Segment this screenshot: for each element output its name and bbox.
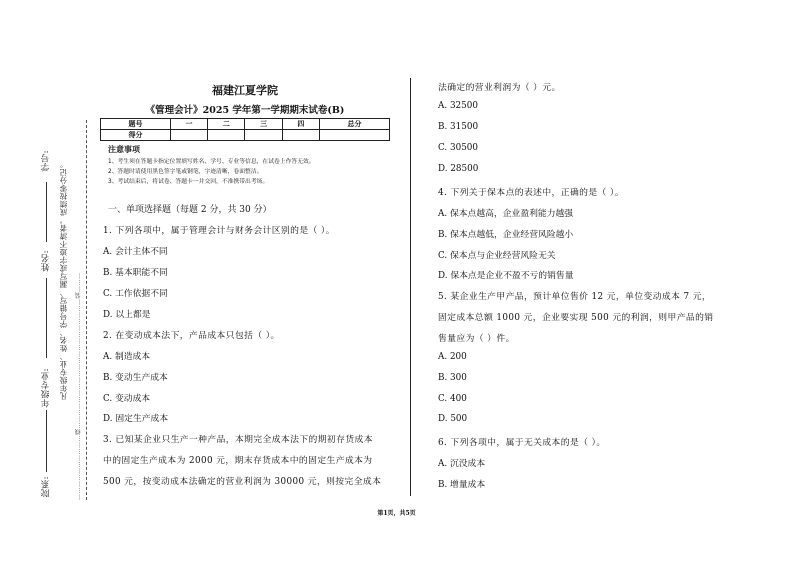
- option: D. 保本点是企业不盈不亏的销售量: [438, 271, 574, 281]
- score-table-header-row: [101, 119, 390, 130]
- question-2: 2. 在变动成本法下，产品成本只包括（ ）。: [103, 331, 280, 341]
- question-5-line: 固定成本总额 1000 元，企业要实现 500 元的利润，则甲产品的销: [438, 313, 714, 323]
- score-cell: [170, 130, 207, 141]
- option: D. 以上都是: [103, 310, 151, 320]
- score-cell: [245, 130, 282, 141]
- option: A. 会计主体不同: [103, 247, 168, 257]
- question-4: 4. 下列关于保本点的表述中，正确的是（ ）。: [438, 188, 624, 198]
- score-header-cell: 总分: [320, 119, 390, 130]
- score-cell: [320, 130, 390, 141]
- school-name: 福建江夏学院: [212, 84, 278, 97]
- option: D. 28500: [438, 164, 479, 174]
- option: C. 变动成本: [103, 394, 151, 404]
- grade-major-line: [46, 410, 47, 472]
- name-label: 姓名:: [41, 250, 51, 272]
- option: A. 200: [438, 352, 467, 362]
- score-header-cell: 三: [245, 119, 282, 130]
- option: C. 保本点与企业经营风险无关: [438, 251, 556, 261]
- notice-item: 3、考试结束后，将试卷、答题卡一并交回，不准携带出考场。: [108, 179, 269, 185]
- option: A. 保本点越高，企业盈利能力越强: [438, 209, 574, 219]
- binding-dashes: …………………………线……………………………………………………装………: [75, 272, 82, 500]
- score-cell: [208, 130, 245, 141]
- page-number: 第1页，共5页: [377, 510, 416, 517]
- option: B. 300: [438, 373, 467, 383]
- question-3-line: 法确定的营业利润为（ ）元。: [438, 83, 561, 93]
- score-header-cell: 题号: [101, 119, 171, 130]
- score-cell: [282, 130, 319, 141]
- option: B. 基本职能不同: [103, 268, 168, 278]
- question-6: 6. 下列各项中，属于无关成本的是（ ）。: [438, 438, 606, 448]
- section-title: 一、单项选择题（每题 2 分，共 30 分）: [108, 205, 272, 215]
- question-3-line: 中的固定生产成本为 2000 元，期末存货成本中的固定生产成本为: [103, 456, 373, 466]
- binding-cut-line: [86, 120, 87, 500]
- score-header-cell: 二: [208, 119, 245, 130]
- exam-title: 《管理会计》2025 学年第一学期期末试卷(B): [145, 105, 345, 116]
- question-3-line: 3. 已知某企业只生产一种产品，本期完全成本法下的期初存货成本: [103, 435, 373, 445]
- college-label: 院系:: [41, 476, 51, 498]
- notice-title: 注意事项: [108, 145, 140, 154]
- option: A. 32500: [438, 101, 478, 111]
- notice-item: 1、考生须在答题卡指定位置填写姓名、学号、专业等信息，在试卷上作答无效。: [108, 159, 315, 165]
- option: B. 31500: [438, 122, 479, 132]
- option: B. 变动生产成本: [103, 373, 168, 383]
- score-row-label: 得分: [101, 130, 171, 141]
- question-1: 1. 下列各项中，属于管理会计与财务会计区别的是（ ）。: [103, 226, 335, 236]
- option: C. 400: [438, 394, 467, 404]
- score-table: [100, 118, 390, 141]
- question-3-line: 500 元，按变动成本法确定的营业利润为 30000 元，则按完全成本: [103, 477, 382, 487]
- notice-item: 2、答题时请使用黑色签字笔或钢笔，字迹清晰，卷面整洁。: [108, 169, 263, 175]
- option: B. 增量成本: [438, 480, 486, 490]
- question-5-line: 售量应为（ ）件。: [438, 334, 515, 344]
- notice-box: [108, 144, 393, 187]
- student-id-line: [46, 182, 47, 242]
- option: D. 500: [438, 414, 468, 424]
- option: C. 30500: [438, 143, 478, 153]
- option: D. 固定生产成本: [103, 414, 169, 424]
- binding-instruction: 凡年级专业、姓名、学号错写、漏写或字迹不清者，成绩按零分记。: [59, 160, 68, 400]
- score-header-cell: 四: [282, 119, 319, 130]
- option: A. 制造成本: [103, 352, 151, 362]
- score-header-cell: 一: [170, 119, 207, 130]
- score-table-score-row: [101, 130, 390, 141]
- option: C. 工作依据不同: [103, 289, 168, 299]
- question-5-line: 5. 某企业生产甲产品，预计单位售价 12 元，单位变动成本 7 元，: [438, 292, 712, 302]
- binding-strip: [38, 120, 98, 500]
- option: B. 保本点越低，企业经营风险越小: [438, 230, 574, 240]
- name-line: [46, 278, 47, 358]
- column-divider: [410, 78, 411, 496]
- option: A. 沉没成本: [438, 459, 486, 469]
- student-id-label: 学号:: [41, 150, 51, 172]
- grade-major-label: 年级专业:: [41, 368, 51, 408]
